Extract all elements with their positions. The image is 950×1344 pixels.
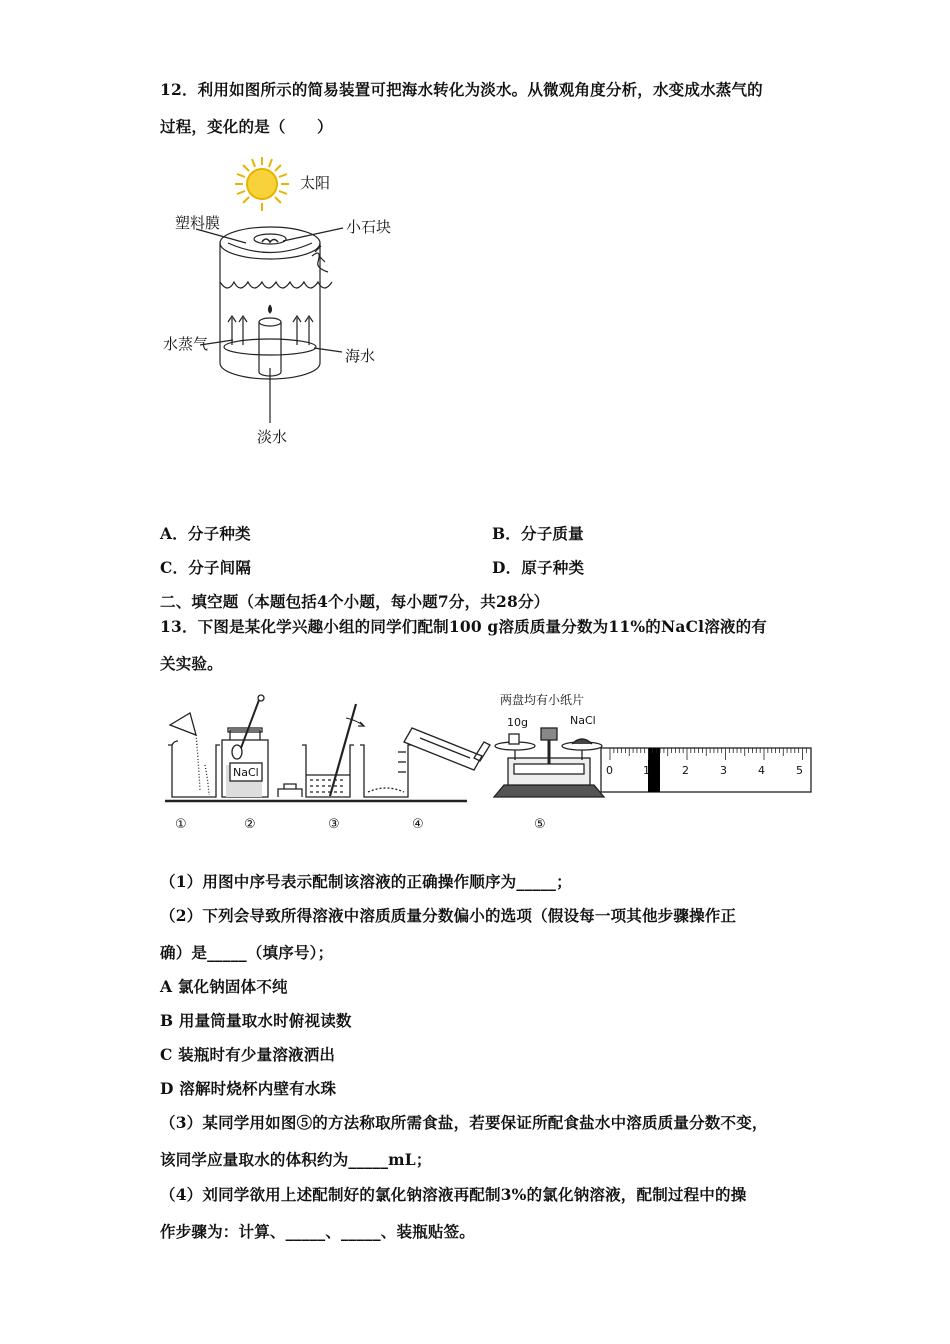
numeral-2: ② xyxy=(244,817,256,832)
q13-part3-line2: 该同学应量取水的体积约为_____mL； xyxy=(160,1150,432,1169)
section-heading: 二、填空题（本题包括4个小题，每小题7分，共28分） xyxy=(160,592,550,611)
ruler-tick-label: 3 xyxy=(720,764,727,777)
q13-part3-line1: （3）某同学用如图⑤的方法称取所需食盐，若要保证所配食盐水中溶质质量分数不变， xyxy=(160,1113,768,1132)
q12-option-a: A．分子种类 xyxy=(160,524,251,543)
step3-beaker xyxy=(302,704,364,797)
step5-balance xyxy=(494,728,604,797)
q13-choice-b: B 用量筒量取水时俯视读数 xyxy=(160,1011,352,1030)
numeral-3: ③ xyxy=(328,817,340,832)
q13-choice-a: A 氯化钠固体不纯 xyxy=(160,977,288,996)
ruler-tick-label: 1 xyxy=(643,764,650,777)
step4-beaker xyxy=(360,728,490,797)
q13-choice-d: D 溶解时烧杯内壁有水珠 xyxy=(160,1079,337,1098)
ruler-tick-label: 2 xyxy=(682,764,689,777)
step1-beaker xyxy=(168,713,220,797)
step2-bottle xyxy=(222,695,302,797)
weight-label: 10g xyxy=(507,716,528,729)
label-seawater: 海水 xyxy=(345,347,376,365)
q12-option-d: D．原子种类 xyxy=(492,558,585,577)
q13-choice-c: C 装瓶时有少量溶液洒出 xyxy=(160,1045,336,1064)
q12-stem-line1: 12．利用如图所示的简易装置可把海水转化为淡水。从微观角度分析，水变成水蒸气的 xyxy=(160,80,763,99)
ruler xyxy=(601,748,811,792)
balance-note: 两盘均有小纸片 xyxy=(500,693,585,707)
q13-part4-line2: 作步骤为：计算、_____、_____、装瓶贴签。 xyxy=(160,1222,476,1241)
label-freshwater: 淡水 xyxy=(257,428,288,446)
numeral-1: ① xyxy=(175,817,187,832)
label-vapor: 水蒸气 xyxy=(163,335,209,353)
q13-part2-line2: 确）是_____（填序号）； xyxy=(160,943,334,962)
ruler-tick-label: 4 xyxy=(758,764,765,777)
q13-stem-line2: 关实验。 xyxy=(160,654,223,673)
ruler-tick-label: 0 xyxy=(606,764,613,777)
label-sun: 太阳 xyxy=(300,174,331,192)
q13-part4-line1: （4）刘同学欲用上述配制好的氯化钠溶液再配制3%的氯化钠溶液，配制过程中的操 xyxy=(160,1185,747,1204)
q13-part1: （1）用图中序号表示配制该溶液的正确操作顺序为_____； xyxy=(160,872,572,891)
q12-option-c: C．分子间隔 xyxy=(160,558,252,577)
q12-option-b: B．分子质量 xyxy=(492,524,584,543)
numeral-4: ④ xyxy=(412,817,424,832)
bottle-label: NaCl xyxy=(233,766,259,779)
q13-part2-line1: （2）下列会导致所得溶液中溶质质量分数偏小的选项（假设每一项其他步骤操作正 xyxy=(160,906,737,925)
label-film: 塑料膜 xyxy=(175,214,221,232)
q13-stem-line1: 13．下图是某化学兴趣小组的同学们配制100 g溶质质量分数为11%的NaCl溶液的有 xyxy=(160,617,767,636)
label-stone: 小石块 xyxy=(346,218,392,236)
ruler-tick-label: 5 xyxy=(796,764,803,777)
salt-label: NaCl xyxy=(570,714,596,727)
numeral-5: ⑤ xyxy=(534,817,546,832)
q12-stem-line2: 过程，变化的是（ ） xyxy=(160,117,333,136)
